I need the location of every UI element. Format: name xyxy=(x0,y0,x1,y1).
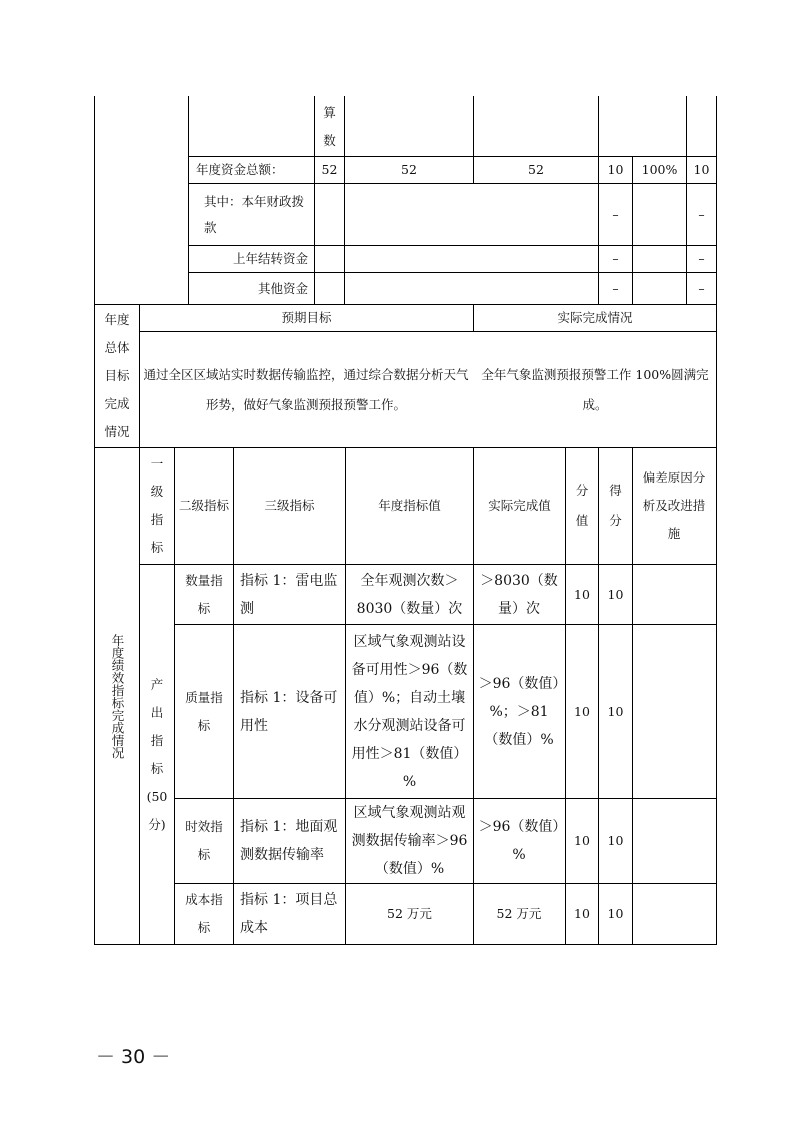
total-funds-cell: 52 xyxy=(401,162,417,177)
row-note xyxy=(633,799,716,883)
grid-line xyxy=(174,447,175,945)
carryover-funds-label: 上年结转资金 xyxy=(232,251,308,266)
fiscal-funds-cell: – xyxy=(612,206,619,222)
header-deviation: 偏差原因分析及改进措施 xyxy=(642,470,706,541)
other-funds-cell: – xyxy=(612,280,619,296)
overall-goal-side-label: 年度 总体 目标 完成 情况 xyxy=(104,312,130,439)
row-level2: 质量指标 xyxy=(185,689,223,733)
fiscal-funds-label: 其中：本年财政拨款 xyxy=(204,193,305,235)
actual-completion-text: 全年气象监测预报预警工作 100%圆满完成。 xyxy=(481,366,709,412)
expected-goal-text: 通过全区区域站实时数据传输监控，通过综合数据分析天气形势，做好气象监测预报预警工作。 xyxy=(143,366,469,412)
performance-side-label: 年度绩效指标完成情况 xyxy=(110,633,125,759)
row-level2: 时效指标 xyxy=(185,819,223,862)
header-actual-value: 实际完成值 xyxy=(488,498,551,513)
expected-goal-header: 预期目标 xyxy=(281,310,332,325)
header-score-got: 得 分 xyxy=(609,483,622,528)
total-funds-cell: 52 xyxy=(528,162,544,177)
row-level3: 指标 1：雷电监测 xyxy=(240,572,338,617)
row-annual: 全年观测次数＞8030（数量）次 xyxy=(356,572,463,617)
header-level2: 二级指标 xyxy=(178,498,229,513)
row-actual: ＞96（数值）%；＞81（数值）% xyxy=(478,675,560,748)
header-score-value: 分 值 xyxy=(575,483,589,528)
suan-shu-label: 算 数 xyxy=(323,104,336,148)
row-note xyxy=(633,625,716,798)
row-annual: 区域气象观测站设备可用性＞96（数值）%；自动土壤水分观测站设备可用性＞81（数值）% xyxy=(351,633,468,790)
page-number: － 30 － xyxy=(96,1046,171,1068)
row-actual: ＞8030（数量）次 xyxy=(480,572,558,617)
row-annual: 52 万元 xyxy=(387,906,432,921)
row-actual: ＞96（数值）% xyxy=(478,819,560,863)
row-score: 10 xyxy=(574,586,590,602)
row-got: 10 xyxy=(607,906,624,921)
total-funds-cell: 100% xyxy=(641,162,678,177)
row-level2: 成本指标 xyxy=(185,892,223,935)
carryover-funds-cell: – xyxy=(612,251,619,266)
carryover-funds-cell: – xyxy=(698,251,705,266)
header-annual-value: 年度指标值 xyxy=(378,498,441,513)
other-funds-cell: – xyxy=(698,280,705,296)
grid-line xyxy=(94,944,717,945)
total-funds-label: 年度资金总额： xyxy=(196,162,284,177)
row-note xyxy=(633,565,716,624)
actual-completion-header: 实际完成情况 xyxy=(557,310,633,325)
row-level3: 指标 1：设备可用性 xyxy=(240,689,338,734)
total-funds-cell: 10 xyxy=(693,162,710,177)
total-funds-cell: 52 xyxy=(321,162,338,177)
grid-line xyxy=(344,96,345,305)
row-score: 10 xyxy=(574,906,590,921)
category-output-indicators: 产 出 指 标 (50 分) xyxy=(146,676,168,832)
row-actual: 52 万元 xyxy=(496,906,542,921)
total-funds-cell: 10 xyxy=(607,162,624,177)
row-level2: 数量指标 xyxy=(185,572,223,616)
row-score: 10 xyxy=(574,833,590,848)
row-score: 10 xyxy=(574,703,590,719)
fiscal-funds-cell: – xyxy=(698,206,705,222)
table-border-right xyxy=(716,96,717,945)
header-level1: 一 级 指 标 xyxy=(150,456,164,555)
row-got: 10 xyxy=(607,703,624,719)
row-level3: 指标 1：项目总成本 xyxy=(240,892,338,936)
row-got: 10 xyxy=(607,586,624,602)
row-annual: 区域气象观测站观测数据传输率＞96（数值）% xyxy=(351,805,468,877)
header-level3: 三级指标 xyxy=(264,498,315,513)
other-funds-label: 其他资金 xyxy=(257,280,308,296)
row-got: 10 xyxy=(607,833,624,848)
row-level3: 指标 1：地面观测数据传输率 xyxy=(240,819,338,863)
row-note xyxy=(633,884,716,944)
